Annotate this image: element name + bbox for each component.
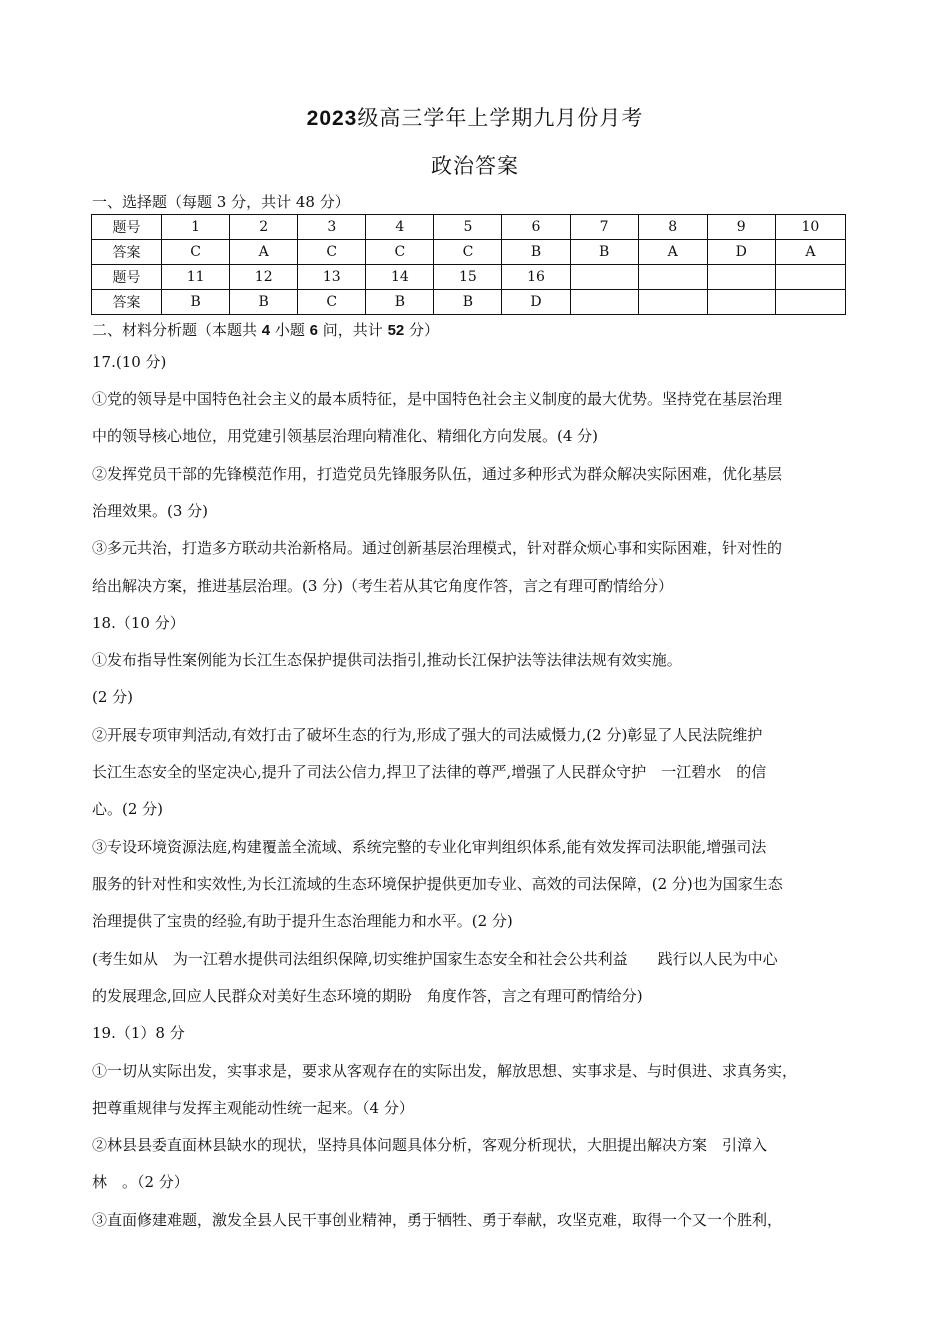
table-cell: C: [366, 240, 434, 265]
heading-number: 52: [387, 322, 405, 339]
table-cell: 1: [162, 215, 230, 240]
table-cell: 10: [775, 215, 845, 240]
table-cell: 8: [638, 215, 707, 240]
heading-number: 4: [261, 322, 271, 339]
table-cell: B: [162, 290, 230, 315]
answer-line: ③多元共治，打造多方联动共治新格局。通过创新基层治理模式，针对群众烦心事和实际困难，针对性的: [92, 539, 783, 557]
table-row-header: 题号: [92, 215, 162, 240]
heading-part: 二、材料分析题（本题共: [92, 321, 262, 339]
answer-line: 服务的针对性和实效性,为长江流域的生态环境保护提供更加专业、高效的司法保障，(2 分)也为国家生态: [92, 875, 783, 893]
table-cell: C: [298, 240, 366, 265]
table-cell: 4: [366, 215, 434, 240]
answer-line: 17.(10 分): [92, 353, 167, 371]
table-cell: B: [366, 290, 434, 315]
table-cell: C: [162, 240, 230, 265]
table-row-header: 答案: [92, 290, 162, 315]
answer-line: ①党的领导是中国特色社会主义的最本质特征，是中国特色社会主义制度的最大优势。坚持党在基层治理: [92, 390, 783, 408]
table-cell: B: [230, 290, 298, 315]
answer-line: 林 。（2 分）: [92, 1173, 189, 1191]
page-subtitle: 政治答案: [431, 154, 519, 178]
table-row: [92, 215, 846, 240]
answer-line: (2 分): [92, 688, 134, 706]
answer-table: [91, 214, 846, 315]
answer-line: 的发展理念,回应人民群众对美好生态环境的期盼 角度作答，言之有理可酌情给分): [92, 987, 643, 1005]
table-cell: D: [707, 240, 775, 265]
answer-line: ①一切从实际出发，实事求是，要求从客观存在的实际出发，解放思想、实事求是、与时俱进、求真务实，: [92, 1062, 798, 1080]
answer-line: ②开展专项审判活动,有效打击了破坏生态的行为,形成了强大的司法威慑力,(2 分)彰显了人民法院维护: [92, 726, 763, 744]
title-year: 2023: [306, 107, 358, 130]
heading-number: 6: [309, 322, 319, 339]
answer-line: 给出解决方案，推进基层治理。(3 分)（考生若从其它角度作答，言之有理可酌情给分）: [92, 577, 674, 595]
table-cell: [775, 290, 845, 315]
table-cell: B: [434, 290, 502, 315]
answer-line: ②发挥党员干部的先锋模范作用，打造党员先锋服务队伍，通过多种形式为群众解决实际困难，优化基层: [92, 465, 783, 483]
table-cell: 13: [298, 265, 366, 290]
answer-line: ③直面修建难题，激发全县人民干事创业精神，勇于牺牲、勇于奉献，攻坚克难，取得一个又一个胜利，: [92, 1211, 783, 1229]
table-cell: 2: [230, 215, 298, 240]
answer-table-body: [92, 215, 846, 315]
answer-line: 治理提供了宝贵的经验,有助于提升生态治理能力和水平。(2 分): [92, 912, 513, 930]
table-cell: C: [434, 240, 502, 265]
table-cell: 6: [502, 215, 570, 240]
answer-line: ①发布指导性案例能为长江生态保护提供司法指引,推动长江保护法等法律法规有效实施。: [92, 651, 682, 669]
table-cell: [638, 290, 707, 315]
heading-part: 问，共计: [318, 321, 388, 339]
section-heading-analysis: [92, 320, 862, 341]
table-cell: 15: [434, 265, 502, 290]
table-cell: C: [298, 290, 366, 315]
table-cell: B: [502, 240, 570, 265]
answer-line: 把尊重规律与发挥主观能动性统一起来。（4 分）: [92, 1099, 414, 1117]
answer-line: 18.（10 分）: [92, 614, 185, 632]
table-cell: D: [502, 290, 570, 315]
table-cell: [775, 265, 845, 290]
answer-line: 长江生态安全的坚定决心,提升了司法公信力,捍卫了法律的尊严,增强了人民群众守护 一江碧水 的信: [92, 763, 767, 781]
answer-line: 治理效果。(3 分): [92, 502, 209, 520]
table-cell: 11: [162, 265, 230, 290]
table-cell: A: [775, 240, 845, 265]
table-cell: A: [230, 240, 298, 265]
table-cell: B: [570, 240, 638, 265]
answer-line: 19.（1）8 分: [92, 1024, 185, 1042]
answer-line: ③专设环境资源法庭,构建覆盖全流域、系统完整的专业化审判组织体系,能有效发挥司法职能,增强司法: [92, 838, 767, 856]
table-row: [92, 265, 846, 290]
title-text: 级高三学年上学期九月份月考: [357, 106, 644, 130]
table-cell: [570, 290, 638, 315]
table-cell: 9: [707, 215, 775, 240]
table-cell: [707, 265, 775, 290]
table-cell: 7: [570, 215, 638, 240]
section-heading-choice: 一、选择题（每题 3 分，共计 48 分）: [92, 193, 350, 211]
answer-line: 中的领导核心地位，用党建引领基层治理向精准化、精细化方向发展。(4 分): [92, 427, 599, 445]
table-row: [92, 240, 846, 265]
table-cell: 3: [298, 215, 366, 240]
table-cell: [570, 265, 638, 290]
table-cell: 16: [502, 265, 570, 290]
page-title: [0, 102, 950, 132]
answer-line: ②林县县委直面林县缺水的现状，坚持具体问题具体分析，客观分析现状，大胆提出解决方案 引漳入: [92, 1136, 768, 1154]
answer-line: 心。(2 分): [92, 800, 164, 818]
table-row-header: 答案: [92, 240, 162, 265]
table-cell: 14: [366, 265, 434, 290]
table-row-header: 题号: [92, 265, 162, 290]
table-cell: 12: [230, 265, 298, 290]
heading-part: 分）: [404, 321, 440, 339]
table-cell: [638, 265, 707, 290]
heading-part: 小题: [270, 321, 310, 339]
table-cell: A: [638, 240, 707, 265]
answer-line: (考生如从 为一江碧水提供司法组织保障,切实维护国家生态安全和社会公共利益 践行以人民为中心: [92, 950, 778, 968]
table-row: [92, 290, 846, 315]
table-cell: [707, 290, 775, 315]
table-cell: 5: [434, 215, 502, 240]
